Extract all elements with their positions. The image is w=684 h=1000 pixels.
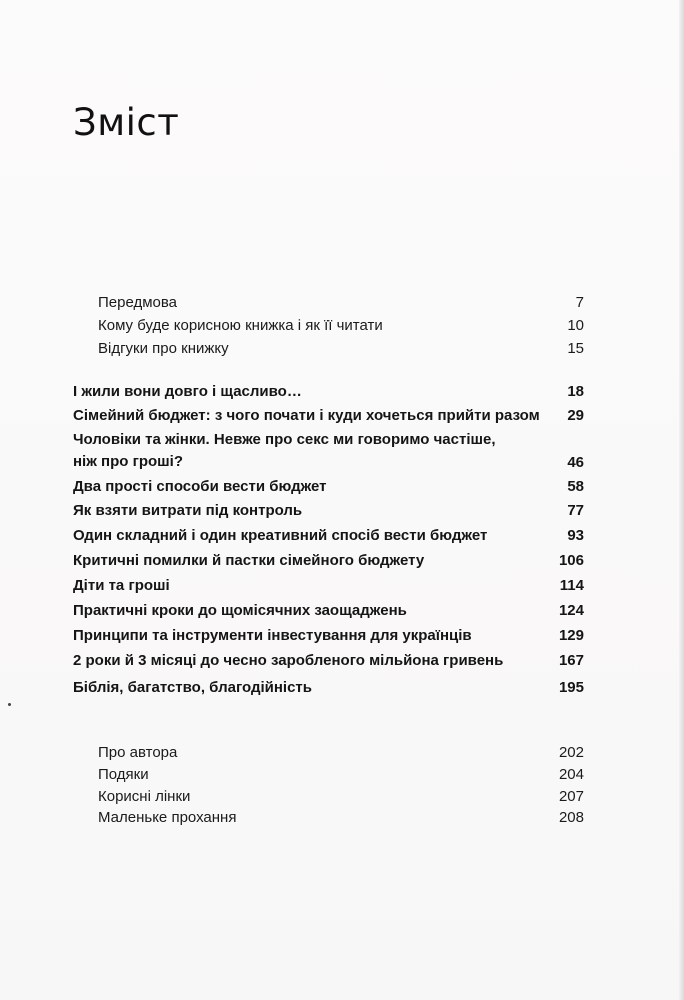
toc-chapter-label: Як взяти витрати під контроль	[73, 502, 303, 519]
toc-chapter-page: 114	[559, 577, 584, 594]
toc-entry-page: 7	[575, 294, 584, 311]
toc-chapter	[73, 574, 584, 598]
toc-entry-label: Відгуки про книжку	[98, 340, 229, 357]
toc-chapter	[73, 429, 584, 477]
toc-chapter-page: 124	[558, 602, 584, 619]
toc-chapter	[73, 524, 584, 548]
toc-chapter-page: 167	[558, 652, 584, 669]
toc-chapter-page: 195	[558, 679, 584, 696]
toc-entry-who-benefits	[98, 314, 584, 338]
toc-chapter-label: Один складний і один креативний спосіб вести бюджет	[73, 527, 488, 544]
toc-entry-label: Корисні лінки	[98, 788, 191, 805]
toc-chapter-page: 46	[567, 454, 584, 471]
toc-chapter	[73, 599, 584, 623]
toc-entry-page: 202	[558, 744, 584, 761]
toc-entry-page: 204	[558, 766, 584, 783]
toc-entry-label: Маленьке прохання	[98, 809, 237, 826]
toc-entry-acknowledgements	[98, 763, 584, 787]
toc-chapter-page: 18	[567, 383, 584, 400]
toc-entry-about-author	[98, 741, 584, 765]
toc-entry-page: 15	[567, 340, 584, 357]
toc-entry-foreword	[98, 291, 584, 315]
toc-chapter	[73, 676, 584, 700]
toc-chapter-label: І жили вони довго і щасливо…	[73, 383, 302, 400]
toc-chapter	[73, 649, 584, 673]
toc-chapter	[73, 475, 584, 499]
toc-entry-label: Передмова	[98, 294, 178, 311]
toc-entry-reviews	[98, 337, 584, 361]
toc-entry-label: Подяки	[98, 766, 149, 783]
page-title: Зміст	[73, 101, 180, 144]
toc-chapter-page: 93	[567, 527, 584, 544]
toc-chapter-label: Сімейний бюджет: з чого почати і куди хочеться прийти разом	[73, 407, 540, 424]
toc-chapter-page: 58	[567, 478, 584, 495]
toc-entry-page: 208	[558, 809, 584, 826]
toc-chapter-page: 129	[558, 627, 584, 644]
page-edge-shadow	[679, 0, 684, 1000]
toc-chapter	[73, 549, 584, 573]
toc-entry-label: Кому буде корисною книжка і як її читати	[98, 317, 383, 334]
toc-chapter-label: Чоловіки та жінки. Невже про секс ми говоримо частіше, ніж про гроші?	[73, 431, 496, 470]
toc-chapter-label: 2 роки й 3 місяці до чесно заробленого мільйона гривень	[73, 652, 504, 669]
toc-chapter-label: Критичні помилки й пастки сімейного бюджету	[73, 552, 425, 569]
toc-chapter	[73, 624, 584, 648]
toc-chapter-page: 106	[558, 552, 584, 569]
toc-chapter-label: Біблія, багатство, благодійність	[73, 679, 313, 696]
toc-chapter	[73, 499, 584, 523]
toc-entry-label: Про автора	[98, 744, 178, 761]
toc-entry-page: 207	[558, 788, 584, 805]
toc-chapter-page: 29	[567, 407, 584, 424]
toc-chapter-label: Практичні кроки до щомісячних заощаджень	[73, 602, 407, 619]
toc-chapter-label: Діти та гроші	[73, 577, 170, 594]
print-speck	[8, 703, 11, 706]
toc-chapter	[73, 404, 584, 428]
toc-entry-page: 10	[567, 317, 584, 334]
toc-chapter-page: 77	[567, 502, 584, 519]
toc-chapter	[73, 380, 584, 404]
toc-chapter-label: Два прості способи вести бюджет	[73, 478, 327, 495]
toc-entry-small-request	[98, 806, 584, 830]
toc-chapter-label: Принципи та інструменти інвестування для українців	[73, 627, 472, 644]
